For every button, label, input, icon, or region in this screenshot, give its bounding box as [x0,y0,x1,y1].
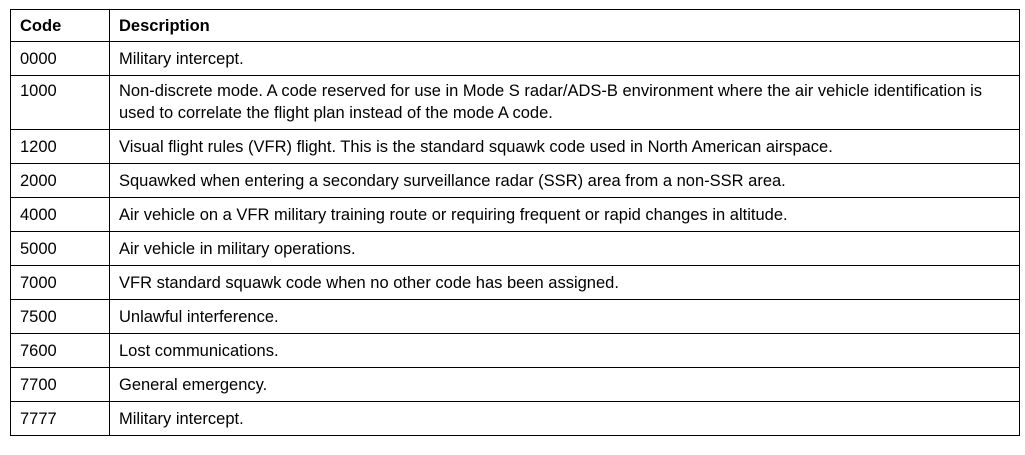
description-cell: Military intercept. [110,42,1020,76]
code-cell: 1200 [11,130,110,164]
description-cell: Non-discrete mode. A code reserved for use in Mode S radar/ADS-B environment where the air vehicle identification is used to correlate the flight plan instead of the mode A code. [110,76,1020,130]
table-row [11,164,1020,198]
table-row [11,402,1020,436]
table-header-row [11,10,1020,42]
code-cell: 7600 [11,334,110,368]
code-cell: 4000 [11,198,110,232]
description-cell: Air vehicle in military operations. [110,232,1020,266]
column-header-description: Description [110,10,1020,42]
table-row [11,42,1020,76]
code-cell: 7700 [11,368,110,402]
code-cell: 5000 [11,232,110,266]
code-cell: 1000 [11,76,110,130]
code-cell: 0000 [11,42,110,76]
description-cell: VFR standard squawk code when no other code has been assigned. [110,266,1020,300]
code-cell: 7777 [11,402,110,436]
table-row [11,232,1020,266]
code-cell: 2000 [11,164,110,198]
table-row [11,198,1020,232]
table-row [11,300,1020,334]
description-cell: Squawked when entering a secondary surveillance radar (SSR) area from a non-SSR area. [110,164,1020,198]
description-cell: Visual flight rules (VFR) flight. This is the standard squawk code used in North American airspace. [110,130,1020,164]
description-cell: Lost communications. [110,334,1020,368]
description-cell: Military intercept. [110,402,1020,436]
description-cell: Air vehicle on a VFR military training route or requiring frequent or rapid changes in altitude. [110,198,1020,232]
table-row [11,368,1020,402]
table-row [11,334,1020,368]
table-row [11,130,1020,164]
column-header-code: Code [11,10,110,42]
code-cell: 7500 [11,300,110,334]
description-cell: Unlawful interference. [110,300,1020,334]
table-row [11,76,1020,130]
squawk-code-table-container [10,9,1020,436]
table-row [11,266,1020,300]
squawk-code-table [10,9,1020,436]
description-cell: General emergency. [110,368,1020,402]
code-cell: 7000 [11,266,110,300]
